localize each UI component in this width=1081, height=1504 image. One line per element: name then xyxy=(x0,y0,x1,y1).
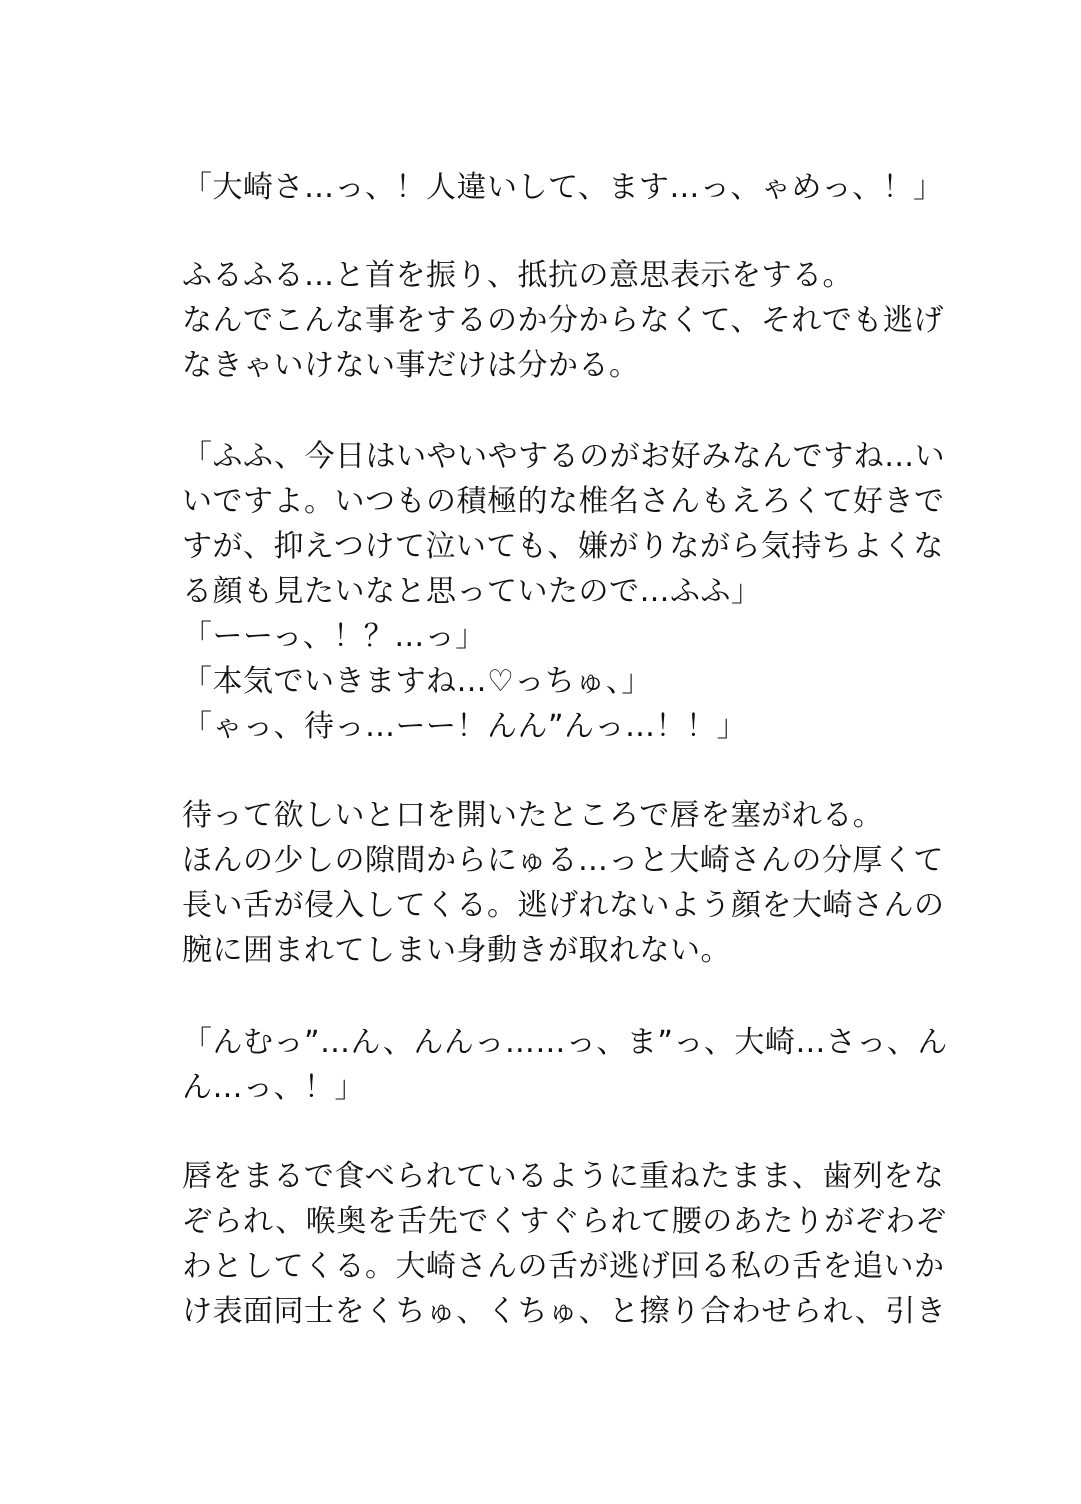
text-line: る顔も見たいなと思っていたので…ふふ」 xyxy=(182,574,762,609)
text-line: わとしてくる。大崎さんの舌が逃げ回る私の舌を追いか xyxy=(182,1249,945,1284)
text-line: ん…っ、！」 xyxy=(182,1070,365,1105)
text-line: 「ゃっ、待っ…ーー！んん”んっ…！！」 xyxy=(182,709,748,744)
text-line: 「ーーっ、！？…っ」 xyxy=(182,619,486,654)
text-line: ほんの少しの隙間からにゅる…っと大崎さんの分厚くて xyxy=(182,843,944,878)
text-line: ふるふる…と首を振り、抵抗の意思表示をする。 xyxy=(182,258,853,293)
text-line: 「大崎さ…っ、！人違いして、ます…っ、ゃめっ、！」 xyxy=(182,170,944,205)
text-line: 待って欲しいと口を開いたところで唇を塞がれる。 xyxy=(182,798,884,833)
text-line: なんでこんな事をするのか分からなくて、それでも逃げ xyxy=(182,303,944,338)
text-line: いですよ。いつもの積極的な椎名さんもえろくて好きで xyxy=(182,484,945,519)
text-line: け表面同士をくちゅ、くちゅ、と擦り合わせられ、引き xyxy=(182,1294,947,1329)
text-line: 長い舌が侵入してくる。逃げれないよう顔を大崎さんの xyxy=(182,888,945,923)
text-line: ぞられ、喉奥を舌先でくすぐられて腰のあたりがぞわぞ xyxy=(182,1204,947,1239)
text-line: 唇をまるで食べられているように重ねたまま、歯列をな xyxy=(182,1159,945,1194)
text-line: 「ふふ、今日はいやいやするのがお好みなんですね…い xyxy=(182,439,946,474)
text-line: すが、抑えつけて泣いても、嫌がりながら気持ちよくな xyxy=(182,529,944,564)
text-line: なきゃいけない事だけは分かる。 xyxy=(182,348,640,383)
text-line: 腕に囲まれてしまい身動きが取れない。 xyxy=(182,933,731,968)
text-line: 「本気でいきますね…♡っちゅ、」 xyxy=(182,664,652,699)
text-line: 「んむっ”…ん、んんっ……っ、ま”っ、大崎…さっ、ん xyxy=(182,1025,948,1060)
